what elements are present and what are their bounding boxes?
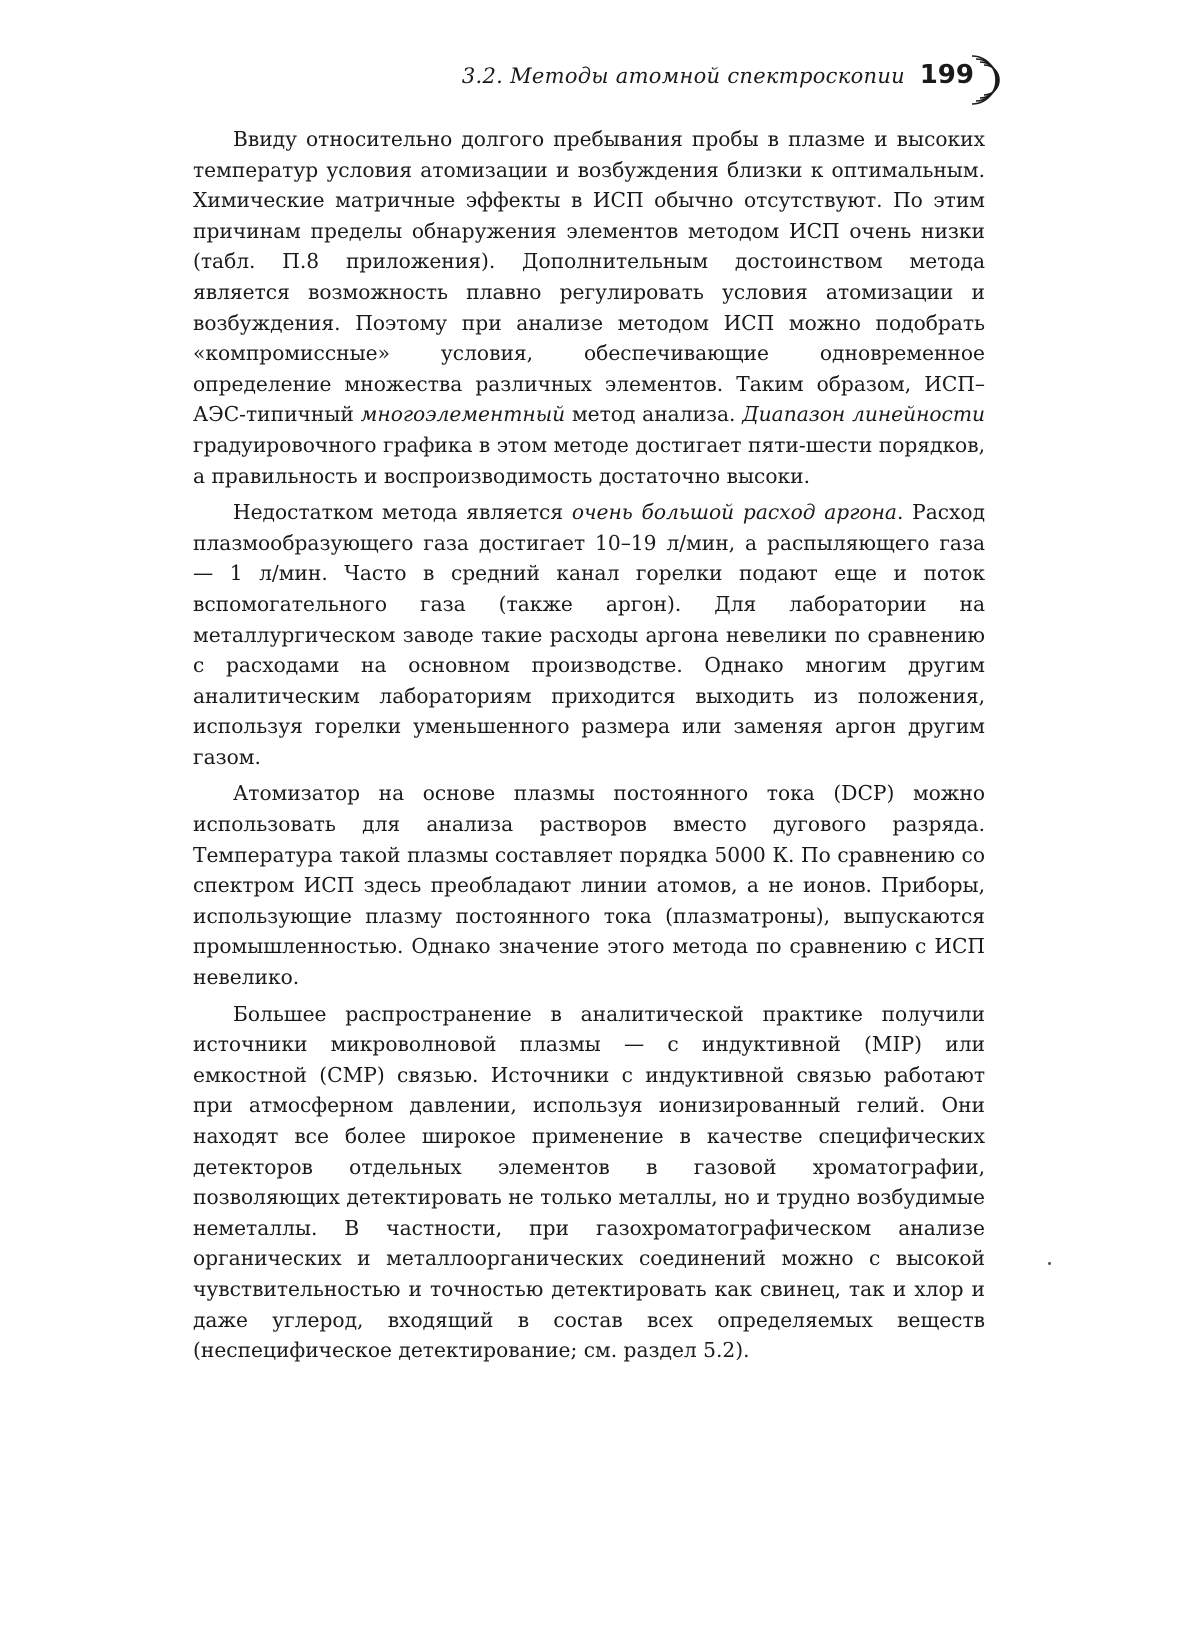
paragraph (193, 999, 985, 1366)
emphasized-text: Диапазон линейности (742, 402, 985, 427)
page-header (461, 52, 1010, 112)
running-title: 3.2. Методы атомной спектроскопии (461, 64, 905, 88)
emphasized-text: очень большой расход аргона (571, 500, 897, 525)
paragraph (193, 124, 985, 491)
paragraph (193, 778, 985, 992)
text-run: Большее распространение в аналитической практике получили источники микроволновой плазмы — с индуктивной (MIP) или емкостной (СМР) связью. Источники с индуктивной связью работают при атмосферном давлении, используя ионизированный гелий. Они находят все более широкое применение в качестве специфических детекторов отдельных элементов в газовой хроматографии, позволяющих детектировать не только металлы, но и трудно возбудимые неметаллы. В частности, при газохроматографическом анализе органических и металлоорганических соединений можно с высокой чувствительностью и точностью детектировать как свинец, так и хлор и даже углерод, входящий в состав всех определяемых веществ (неспецифическое детектирование; см. раздел 5.2). (193, 1001, 985, 1363)
paragraph (193, 497, 985, 772)
text-run: Недостатком метода является (233, 500, 572, 525)
emphasized-text: многоэлементный (360, 402, 566, 427)
page-number: 199 (919, 60, 974, 90)
text-run: Атомизатор на основе плазмы постоянного тока (DCP) можно использовать для анализа растворов вместо дугового разряда. Температура такой плазмы составляет порядка 5000 К. По сравнению со спектром ИСП здесь преобладают линии атомов, а не ионов. Приборы, использующие плазму постоянного тока (плазматроны), выпускаются промышленностью. Однако значение этого метода по сравнению с ИСП невелико. (193, 781, 985, 990)
body-text (193, 124, 985, 1372)
text-run: . Расход плазмообразующего газа достигает 10–19 л/мин, а распыляющего газа — 1 л/мин. Часто в средний канал горелки подают еще и поток вспомогательного газа (также аргон). Для лаборатории на металлургическом заводе такие расходы аргона невелики по сравнению с расходами на основном производстве. Однако многим другим аналитическим лабораториям приходится выходить из положения, используя горелки уменьшенного размера или заменяя аргон другим газом. (193, 500, 986, 769)
text-run: Ввиду относительно долгого пребывания пробы в плазме и высоких температур условия атомизации и возбуждения близки к оптимальным. Химические матричные эффекты в ИСП обычно отсутствуют. По этим причинам пределы обнаружения элементов методом ИСП очень низки (табл. П.8 приложения). Дополнительным достоинством метода является возможность плавно регулировать условия атомизации и возбуждения. Поэтому при анализе методом ИСП можно подобрать «компромиссные» условия, обеспечивающие одновременное определение множества различных элементов. Таким образом, ИСП–АЭС-типичный (193, 127, 985, 427)
text-run: градуировочного графика в этом методе достигает пяти-шести порядков, а правильность и воспроизводимость достаточно высоки. (193, 432, 985, 488)
page-number-arcs-icon (970, 52, 1010, 108)
scan-speck (1048, 1262, 1051, 1265)
text-run: метод анализа. (565, 402, 743, 427)
